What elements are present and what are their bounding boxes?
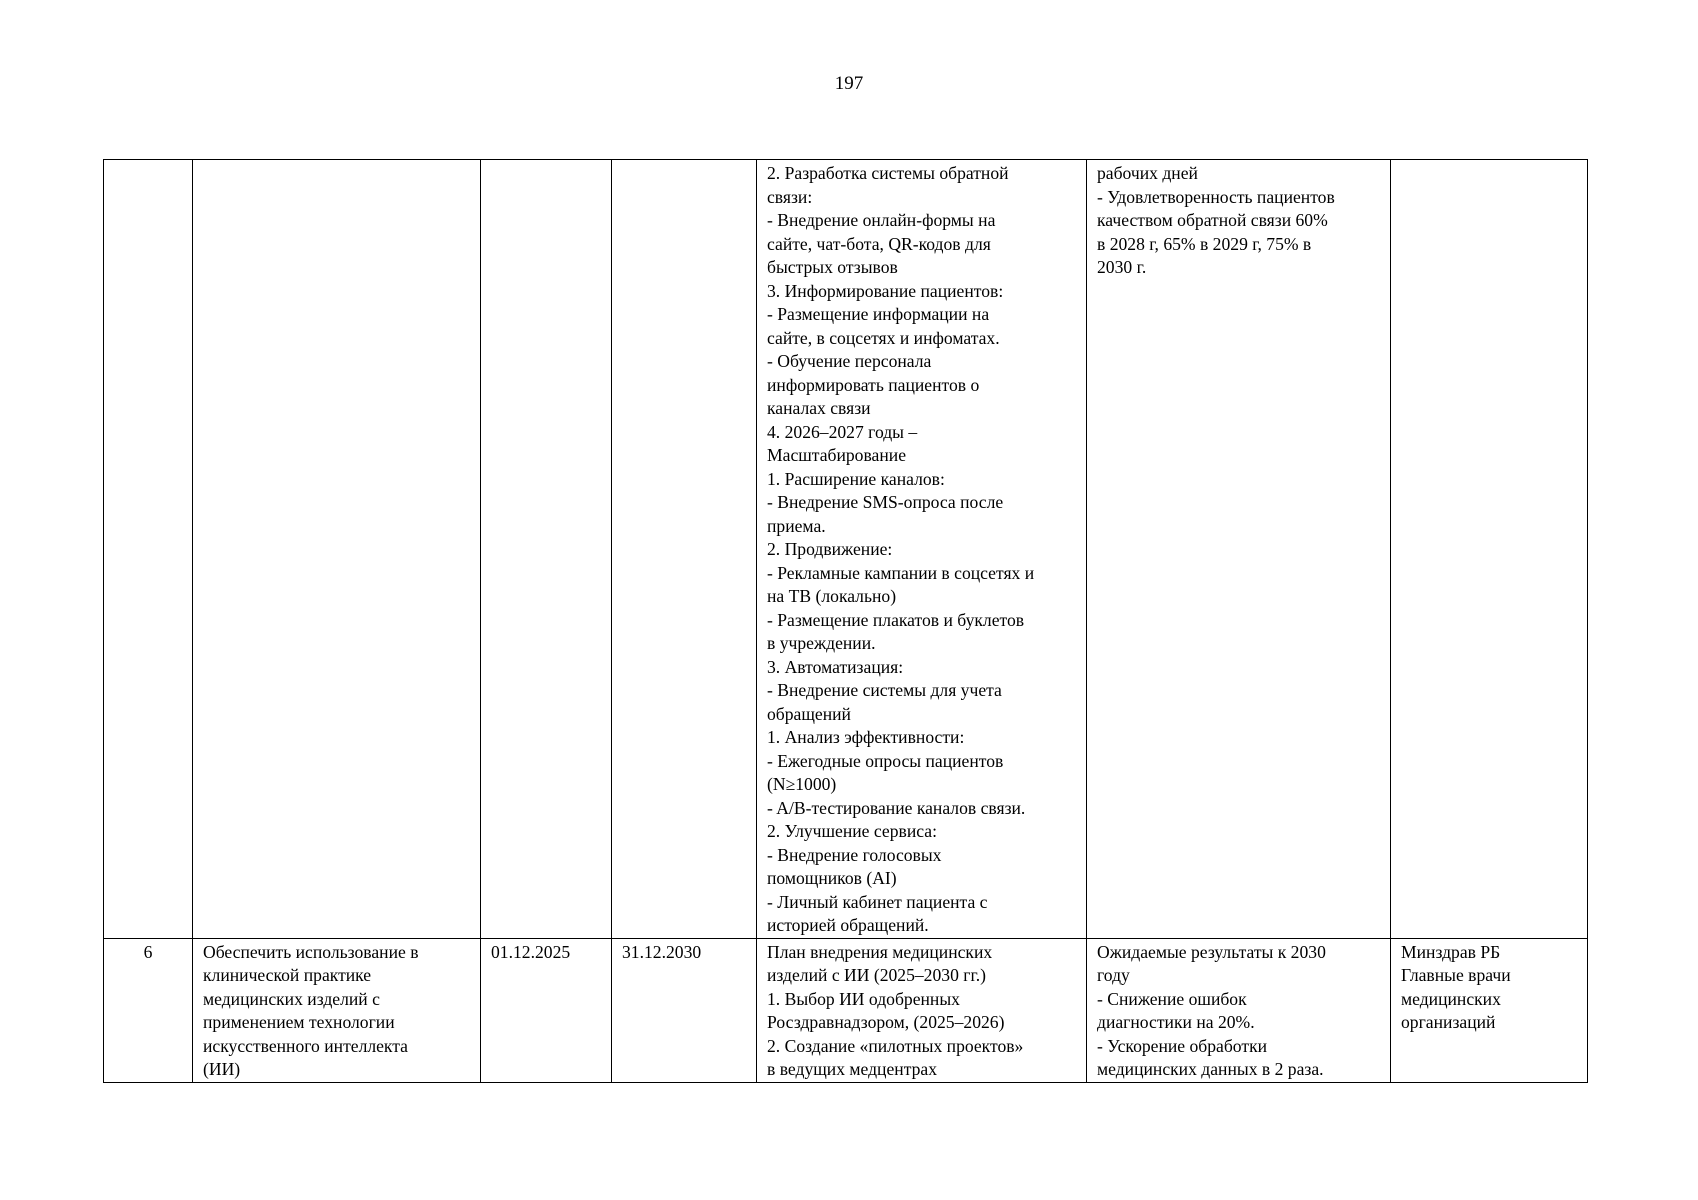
results-line: году: [1097, 965, 1130, 985]
activities-line: помощников (AI): [767, 868, 897, 888]
responsible-line: Главные врачи: [1401, 965, 1511, 985]
results-line: - Снижение ошибок: [1097, 988, 1247, 1009]
activities-line: План внедрения медицинских: [767, 941, 993, 962]
activities-line: - Рекламные кампании в соцсетях и: [767, 562, 1035, 583]
task-line: (ИИ): [203, 1059, 241, 1079]
task-cell: [193, 160, 481, 939]
activities-line: 2. Продвижение:: [767, 539, 893, 559]
responsible-line: организаций: [1401, 1012, 1496, 1032]
activities-line: в учреждении.: [767, 633, 876, 653]
activities-line: историей обращений.: [767, 915, 929, 935]
row-number-cell: [104, 938, 193, 1082]
task-line: медицинских изделий с: [203, 988, 380, 1009]
row-number: 6: [143, 941, 153, 962]
activities-line: - Внедрение онлайн-формы на: [767, 210, 996, 230]
activities-line: каналах связи: [767, 398, 871, 418]
activities-line: - Обучение персонала: [767, 351, 932, 371]
activities-cell: [757, 938, 1087, 1082]
activities-line: связи:: [767, 186, 813, 207]
activities-line: сайте, чат-бота, QR-кодов для: [767, 233, 991, 254]
end-date-cell: [612, 938, 757, 1082]
results-line: медицинских данных в 2 раза.: [1097, 1059, 1324, 1079]
activities-line: информировать пациентов о: [767, 374, 980, 395]
results-cell: [1087, 160, 1391, 939]
activities-line: 1. Расширение каналов:: [767, 468, 945, 489]
activities-line: - Ежегодные опросы пациентов: [767, 750, 1004, 771]
task-line: искусственного интеллекта: [203, 1035, 408, 1056]
task-cell: [193, 938, 481, 1082]
activities-line: - Личный кабинет пациента с: [767, 891, 988, 912]
table-row: [104, 160, 1588, 939]
activities-line: - Размещение информации на: [767, 304, 990, 324]
page-number: 197: [834, 73, 864, 94]
results-cell: [1087, 938, 1391, 1082]
results-line: диагностики на 20%.: [1097, 1012, 1255, 1032]
activities-line: изделий с ИИ (2025–2030 гг.): [767, 965, 986, 985]
activities-line: 2. Создание «пилотных проектов»: [767, 1035, 1024, 1056]
end-date: 31.12.2030: [622, 941, 702, 962]
activities-line: - Внедрение голосовых: [767, 844, 942, 865]
responsible-line: Минздрав РБ: [1401, 941, 1501, 962]
activities-line: Росздравнадзором, (2025–2026): [767, 1012, 1005, 1032]
start-date: 01.12.2025: [491, 941, 571, 962]
start-date-cell: [481, 160, 612, 939]
results-line: Ожидаемые результаты к 2030: [1097, 941, 1326, 962]
activities-line: - Размещение плакатов и буклетов: [767, 609, 1025, 630]
activities-cell: [757, 160, 1087, 939]
activities-line: в ведущих медцентрах: [767, 1059, 938, 1079]
table-row: [104, 938, 1588, 1082]
task-line: применением технологии: [203, 1012, 395, 1032]
activities-line: быстрых отзывов: [767, 257, 898, 277]
results-line: - Удовлетворенность пациентов: [1097, 186, 1335, 207]
activities-line: сайте, в соцсетях и инфоматах.: [767, 327, 1000, 348]
start-date-cell: [481, 938, 612, 1082]
plan-table: [103, 159, 1588, 1083]
activities-line: обращений: [767, 703, 851, 724]
activities-line: приема.: [767, 515, 826, 536]
activities-line: 2. Улучшение сервиса:: [767, 821, 937, 841]
activities-line: (N≥1000): [767, 774, 837, 794]
results-line: - Ускорение обработки: [1097, 1035, 1268, 1056]
activities-line: 3. Информирование пациентов:: [767, 280, 1004, 301]
plan-table-body: [104, 160, 1588, 1083]
results-line: рабочих дней: [1097, 163, 1198, 183]
activities-line: на ТВ (локально): [767, 586, 897, 606]
responsible-cell: [1391, 160, 1588, 939]
activities-line: - A/B-тестирование каналов связи.: [767, 797, 1026, 818]
task-line: клинической практике: [203, 965, 372, 985]
row-number-cell: [104, 160, 193, 939]
activities-line: 3. Автоматизация:: [767, 656, 904, 677]
activities-line: - Внедрение системы для учета: [767, 680, 1002, 700]
activities-line: - Внедрение SMS-опроса после: [767, 492, 1004, 512]
activities-line: 2. Разработка системы обратной: [767, 163, 1009, 183]
activities-line: 1. Анализ эффективности:: [767, 727, 965, 747]
end-date-cell: [612, 160, 757, 939]
responsible-line: медицинских: [1401, 988, 1501, 1009]
responsible-cell: [1391, 938, 1588, 1082]
results-line: в 2028 г, 65% в 2029 г, 75% в: [1097, 233, 1312, 254]
activities-line: Масштабирование: [767, 445, 907, 465]
results-line: 2030 г.: [1097, 257, 1147, 277]
activities-line: 4. 2026–2027 годы –: [767, 421, 918, 442]
task-line: Обеспечить использование в: [203, 941, 419, 962]
results-line: качеством обратной связи 60%: [1097, 210, 1328, 230]
activities-line: 1. Выбор ИИ одобренных: [767, 988, 960, 1009]
